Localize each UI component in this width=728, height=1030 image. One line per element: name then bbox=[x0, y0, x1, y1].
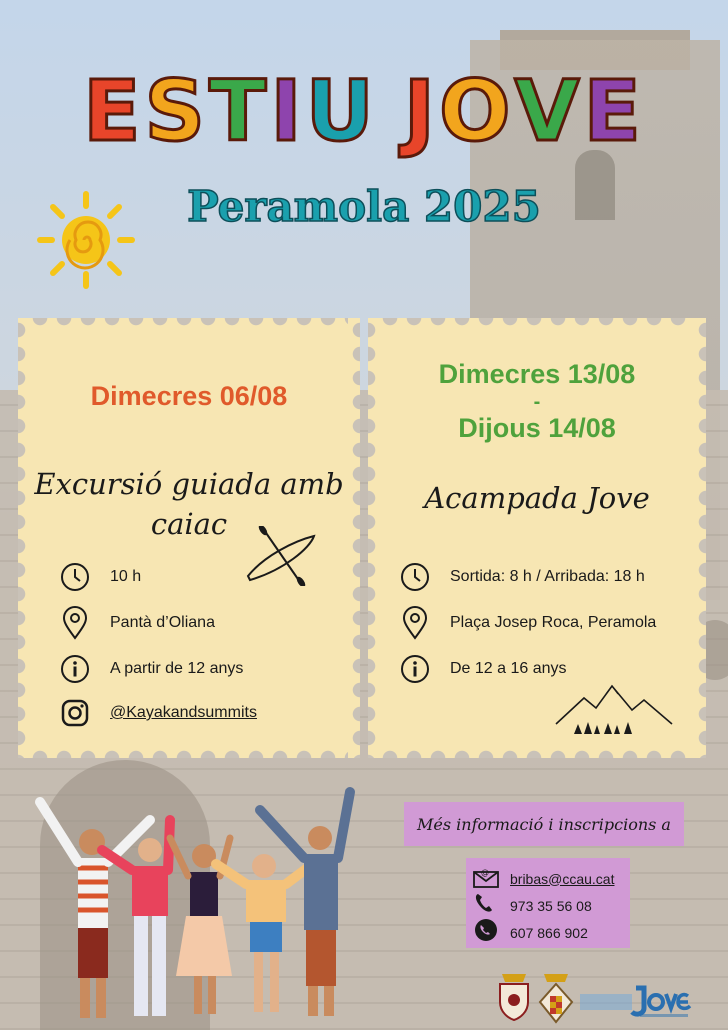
info-icon bbox=[400, 654, 430, 684]
event-instagram[interactable]: @Kayakandsummits bbox=[60, 698, 257, 728]
info-icon bbox=[60, 654, 90, 684]
location-pin-icon bbox=[400, 608, 430, 638]
contact-phone[interactable]: 973 35 56 08 bbox=[472, 892, 592, 919]
event-card-kayak bbox=[28, 318, 350, 758]
title-letter: E bbox=[83, 62, 145, 160]
event-date-start: Dimecres 13/08 bbox=[438, 359, 636, 389]
event-card-camp bbox=[378, 318, 696, 758]
poster-subtitle: Peramola 2025 bbox=[187, 182, 541, 231]
title-letter bbox=[378, 62, 404, 160]
more-info-banner: Més informació i inscripcions a bbox=[404, 802, 684, 846]
kayak-icon bbox=[244, 526, 318, 586]
event-location: Plaça Josep Roca, Peramola bbox=[400, 608, 656, 638]
group-of-people-illustration bbox=[20, 780, 360, 1030]
whatsapp-icon bbox=[472, 918, 500, 947]
title-letter: T bbox=[209, 62, 271, 160]
title-letter: S bbox=[144, 62, 209, 160]
instagram-icon bbox=[60, 698, 90, 728]
youth-program-logo bbox=[580, 980, 692, 1022]
event-title: Acampada Jove bbox=[424, 481, 650, 515]
event-time: Sortida: 8 h / Arribada: 18 h bbox=[400, 562, 645, 592]
phone-icon bbox=[472, 892, 500, 919]
poster-title bbox=[0, 62, 728, 160]
contact-box bbox=[466, 858, 630, 948]
title-letter: E bbox=[583, 62, 645, 160]
event-title-line2: caiac bbox=[150, 507, 228, 541]
title-letter: J bbox=[403, 62, 440, 160]
event-date-separator: - bbox=[533, 391, 541, 413]
event-age: De 12 a 16 anys bbox=[400, 654, 567, 684]
contact-whatsapp[interactable]: 607 866 902 bbox=[472, 918, 588, 947]
municipal-coat-of-arms-2 bbox=[538, 970, 574, 1026]
title-letter: O bbox=[439, 62, 515, 160]
title-letter: V bbox=[514, 62, 584, 160]
sun-icon bbox=[36, 190, 136, 290]
municipal-coat-of-arms-1 bbox=[496, 970, 532, 1022]
title-letter: U bbox=[305, 62, 378, 160]
clock-icon bbox=[400, 562, 430, 592]
mountains-icon bbox=[554, 680, 674, 738]
event-date: Dimecres 06/08 bbox=[90, 381, 288, 411]
clock-icon bbox=[60, 562, 90, 592]
contact-email[interactable]: @ bribas@ccau.cat bbox=[472, 864, 614, 893]
event-date-end: Dijous 14/08 bbox=[458, 413, 616, 443]
event-title-line1: Excursió guiada amb bbox=[34, 467, 344, 501]
event-age: A partir de 12 anys bbox=[60, 654, 243, 684]
event-location: Pantà d’Oliana bbox=[60, 608, 215, 638]
svg-text:@: @ bbox=[481, 868, 489, 877]
location-pin-icon bbox=[60, 608, 90, 638]
title-letter: I bbox=[270, 62, 306, 160]
envelope-icon bbox=[472, 864, 500, 893]
event-time: 10 h bbox=[60, 562, 141, 592]
